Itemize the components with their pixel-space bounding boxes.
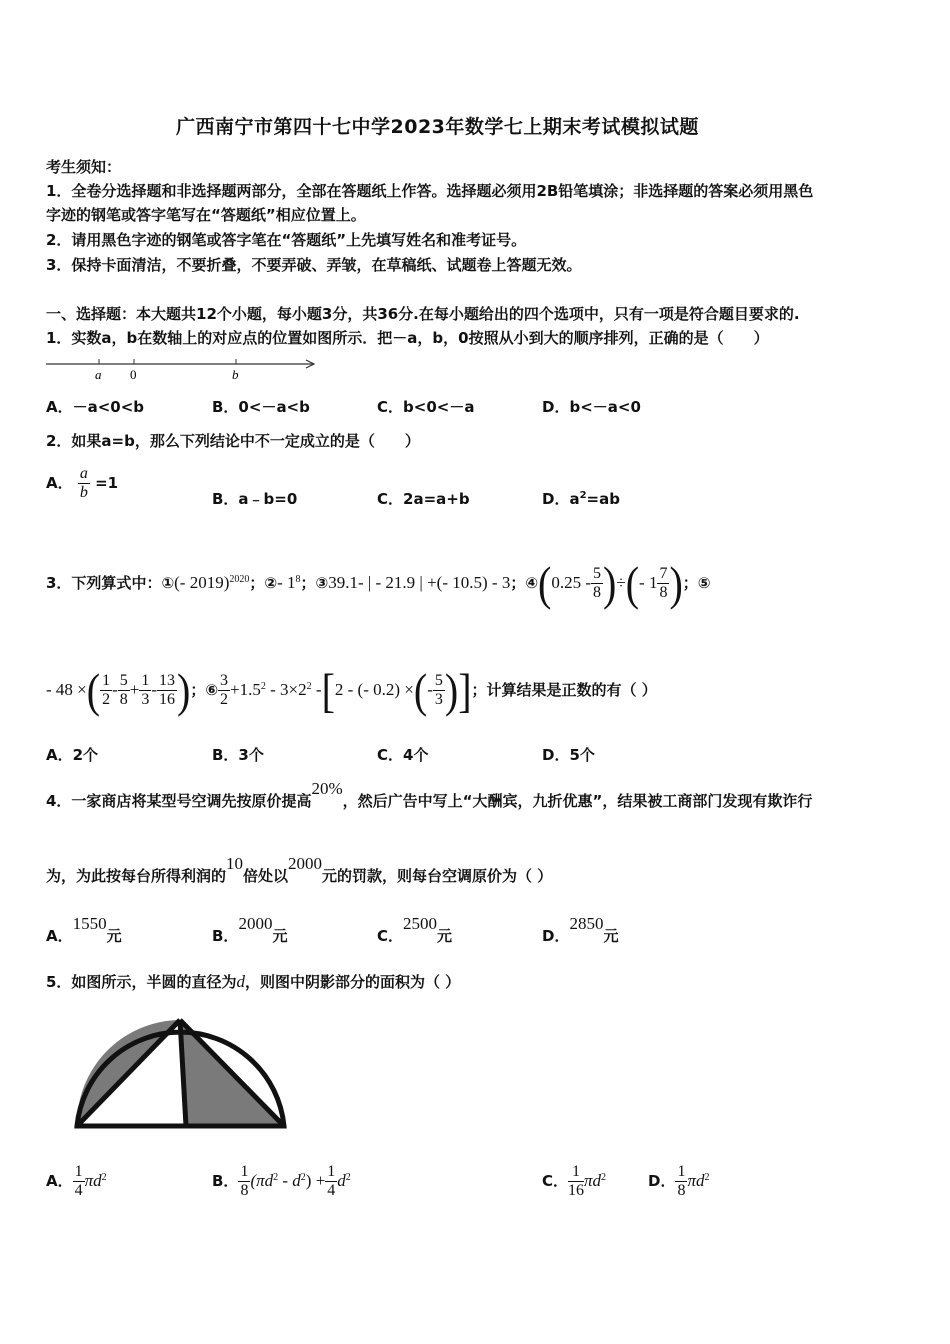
- q3-expr4a: 0.25 -: [551, 573, 592, 592]
- axis-label-a: a: [95, 367, 102, 382]
- q4-line2: 为，为此按每台所得利润的10倍处以2000元的罚款，则每台空调原价为（ ）: [46, 854, 553, 885]
- q4-fine: 2000: [288, 854, 323, 873]
- notice-heading: 考生须知：: [46, 158, 122, 176]
- page-title: 广西南宁市第四十七中学2023年数学七上期末考试模拟试题: [176, 116, 699, 138]
- q2-stem: 2．如果a=b，那么下列结论中不一定成立的是（ ）: [46, 432, 420, 450]
- q3-expr1: (- 2019): [174, 573, 230, 592]
- q4-multiplier: 10: [226, 854, 244, 873]
- axis-label-0: 0: [130, 367, 137, 382]
- q2-option-d[interactable]: [542, 488, 620, 509]
- q5-option-d[interactable]: D． $\frac{1}{8}$ $\pi d^2$: [648, 1163, 710, 1199]
- q3-expr4-div: ÷: [616, 573, 626, 592]
- q5-option-c[interactable]: C． $\frac{1}{16}$ $\pi d^2$: [542, 1163, 607, 1199]
- notice-item: 2．请用黑色字迹的钢笔或答字笔在“答题纸”上先填写姓名和准考证号。: [46, 231, 527, 249]
- q2-option-a-label: A．: [46, 474, 73, 492]
- number-line: [44, 354, 334, 384]
- notice-item: 字迹的钢笔或答字笔写在“答题纸”相应位置上。: [46, 206, 366, 224]
- notice-item: 1．全卷分选择题和非选择题两部分，全部在答题纸上作答。选择题必须用2B铅笔填涂；非选择题的答案必须用黑色: [46, 182, 814, 200]
- q2-option-b[interactable]: B．a﹣b=0: [212, 490, 298, 508]
- q4-option-b[interactable]: B．2000元: [212, 914, 288, 945]
- q2-option-c[interactable]: C．2a=a+b: [377, 490, 470, 508]
- q3-expr4b: - 1: [639, 573, 658, 592]
- q3-line2: - 48 ×( $\frac{1}{2}$ - $\frac{5}{8}$ + $\frac{1}{3}$ - $\frac{13}{16}$ )；⑥ $\frac{3}{2}$ $+1.5^2 - 3\times 2^2$ -[2 - (- 0.2) ×(- $\frac{5}{3}$ )]；计算结果是正数的有（ ）: [46, 662, 657, 717]
- q1-option-d[interactable]: D．b<－a<0: [542, 398, 641, 416]
- q1-stem: 1．实数a，b在数轴上的对应点的位置如图所示．把－a，b，0按照从小到大的顺序排列，正确的是（ ）: [46, 329, 769, 347]
- q4-option-a[interactable]: A．1550元: [46, 914, 122, 945]
- q3-sep4: ；④: [510, 574, 539, 592]
- q1-option-a[interactable]: A．－a<0<b: [46, 398, 145, 416]
- q3-expr3: 39.1- | - 21.9 | +(- 10.5) - 3: [328, 573, 511, 592]
- q3-expr2-exp: 8: [295, 574, 301, 585]
- notice-item: 3．保持卡面清洁，不要折叠，不要弄破、弄皱，在草稿纸、试题卷上答题无效。: [46, 256, 582, 274]
- q3-expr1-exp: 2020: [229, 574, 250, 585]
- q2-option-a-fraction: $\frac{a}{b}$: [79, 465, 88, 501]
- q2-option-d-exponent: 2: [579, 490, 587, 501]
- q2-option-d-tail: =ab: [586, 490, 620, 508]
- q3-sep2: ；②: [249, 574, 278, 592]
- q4-line1: 4．一家商店将某型号空调先按原价提高20%，然后广告中写上“大酬宾，九折优惠”，结果被工商部门发现有欺诈行: [46, 779, 813, 810]
- q3-option-b[interactable]: B．3个: [212, 746, 264, 764]
- q3-sep3: ；③: [300, 574, 329, 592]
- q5-option-a[interactable]: A． $\frac{1}{4}$ $\pi d^2$: [46, 1163, 107, 1199]
- q3-option-d[interactable]: D．5个: [542, 746, 595, 764]
- semicircle-figure: [70, 1010, 300, 1135]
- q3-expr5a: - 48 ×: [46, 680, 87, 699]
- q2-option-a[interactable]: [46, 465, 118, 502]
- q3-sep5: ；⑤: [682, 574, 711, 592]
- q4-option-d[interactable]: D．2850元: [542, 914, 619, 945]
- q3-option-c[interactable]: C．4个: [377, 746, 429, 764]
- q1-option-c[interactable]: C．b<0<－a: [377, 398, 475, 416]
- q5-diameter-var: d: [236, 972, 245, 991]
- q4-percent: 20%: [311, 779, 343, 798]
- q3-sep6: ；⑥: [190, 681, 219, 699]
- q2-option-d-base: D．a: [542, 490, 580, 508]
- q3-expr2: - 1: [277, 573, 296, 592]
- q4-option-c[interactable]: C．2500元: [377, 914, 453, 945]
- q3-prefix: 3．下列算式中：①: [46, 574, 175, 592]
- q3-tail: ；计算结果是正数的有（ ）: [471, 681, 657, 699]
- q5-stem: 5．如图所示，半圆的直径为d，则图中阴影部分的面积为（ ）: [46, 972, 461, 991]
- q2-option-a-tail: =1: [95, 474, 119, 492]
- q3-line1: 3．下列算式中：①(- 2019)$^{2020}$；②- $1^8$；③39.1- | - 21.9 | +(- 10.5) - 3；④(0.25 - $\frac{5}{8}$ )÷(- 1 $\frac{7}{8}$ )；⑤: [46, 555, 711, 610]
- q3-option-a[interactable]: A．2个: [46, 746, 99, 764]
- q5-option-b[interactable]: B． $\frac{1}{8}$ $(\pi d^2 - d^2)$ + $\frac{1}{4}$ $d^2$: [212, 1163, 351, 1199]
- q1-option-b[interactable]: B．0<－a<b: [212, 398, 310, 416]
- section-heading: 一、选择题：本大题共12个小题，每小题3分，共36分.在每小题给出的四个选项中，只有一项是符合题目要求的.: [46, 305, 800, 323]
- axis-label-b: b: [232, 367, 239, 382]
